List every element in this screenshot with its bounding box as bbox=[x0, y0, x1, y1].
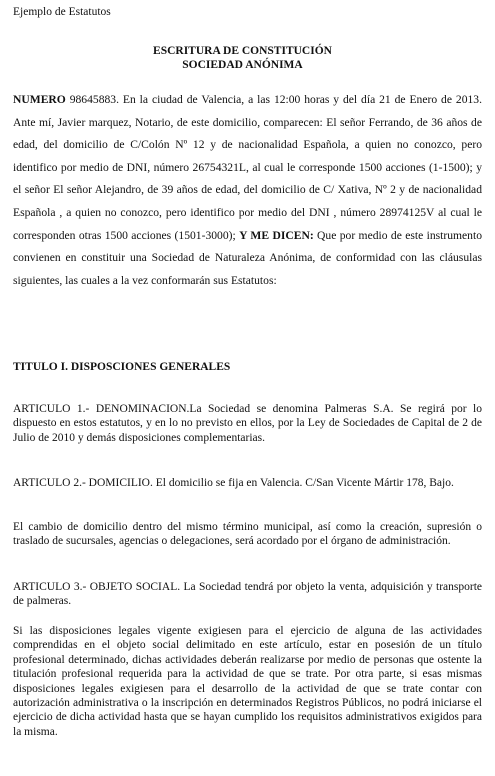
intro-body-1: 98645883. En la ciudad de Valencia, a las 12:00 horas y del día 21 de Enero de 2013. Ante mí, Javier marquez, Notario, de este domicilio, comparecen: El señor Ferrando, de 36 años de edad, del domicilio de C/Colón Nº 12 y de nacionalidad Española, a quien no conozco, pero identifico por medio de DNI, número 26754321L, al cual le corresponde 1500 acciones (1-1500); y el señor El señor Alejandro, de 39 años de edad, del domicilio de C/ Xativa, Nº 2 y de nacionalidad Española , a quien no conozco, pero identifico por medio del DNI , número 28974125V al cual le corresponden otras 1500 acciones (1501-3000); bbox=[13, 93, 482, 242]
intro-bold-2: Y ME DICEN: bbox=[239, 228, 314, 242]
intro-lead: NUMERO bbox=[13, 93, 66, 106]
intro-body-2: Que por medio de este instrumento convienen en constituir una Sociedad de Naturaleza Anónima, de conformidad con las cláusulas siguientes, las cuales a la vez conformarán sus Estatutos: bbox=[13, 228, 482, 287]
document-header: Ejemplo de Estatutos bbox=[13, 6, 111, 18]
article-3-paragraph: Si las disposiciones legales vigente exigiesen para el ejercicio de alguna de las actividades comprendidas en el objeto social delimitado en este artículo, estar en posesión de un título profesional determinado, dichas actividades deberán realizarse por medio de personas que ostente la titulación profesional requerida para la actividad de que se trate. Por otra parte, si esas mismas disposiciones legales exigiesen para el desarrollo de la actividad de que se trate contar con autorización administrativa o la inscripción en determinados Registros Públicos, no podrá iniciarse el ejercicio de dicha actividad hasta que se hayan cumplido los requisitos administrativos exigidos para la misma. bbox=[13, 625, 482, 738]
article-2: ARTICULO 2.- DOMICILIO. El domicilio se fija en Valencia. C/San Vicente Mártir 178, Bajo. bbox=[13, 477, 454, 489]
document-title bbox=[13, 44, 472, 72]
article-1: ARTICULO 1.- DENOMINACION.La Sociedad se denomina Palmeras S.A. Se regirá por lo dispuesto en estos estatutos, y en lo no previsto en ellos, por la Ley de Sociedades de Capital de 2 de Julio de 2010 y demás disposiciones complementarias. bbox=[13, 403, 482, 444]
intro-paragraph bbox=[13, 89, 482, 292]
article-3: ARTICULO 3.- OBJETO SOCIAL. La Sociedad tendrá por objeto la venta, adquisición y transporte de palmeras. bbox=[13, 581, 482, 608]
title-line-1: ESCRITURA DE CONSTITUCIÓN bbox=[153, 45, 332, 57]
article-2-paragraph: El cambio de domicilio dentro del mismo término municipal, así como la creación, supresión o traslado de sucursales, agencias o delegaciones, será acordado por el órgano de administración. bbox=[13, 521, 482, 548]
section-title: TITULO I. DISPOSCIONES GENERALES bbox=[13, 361, 231, 373]
title-line-2: SOCIEDAD ANÓNIMA bbox=[182, 59, 303, 71]
